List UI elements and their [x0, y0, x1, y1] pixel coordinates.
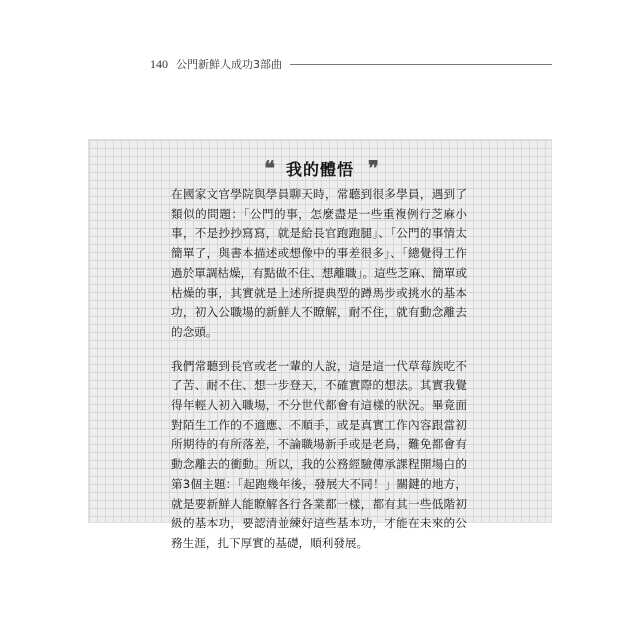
box-title: 我的體悟 — [285, 159, 354, 179]
running-title: 公門新鮮人成功3部曲 — [176, 58, 282, 71]
close-quote-icon: ❞ — [368, 156, 376, 180]
page-number: 140 — [150, 56, 168, 71]
paragraph: 在國家文官學院與學員聊天時，常聽到很多學員，遇到了類似的問題：「公門的事，怎麼盡是一些重複例行芝麻小事，不是抄抄寫寫，就是給長官跑跑腿」、「公門的事情太簡單了，與書本描述或想像中的事差很多」、「總覺得工作過於單調枯燥，有點做不住、想離職」。這些芝麻、簡單或枯燥的事，其實就是上述所提典型的蹲馬步或挑水的基本功，初入公職場的新鮮人不瞭解，耐不住，就有動念離去的念頭。 — [171, 187, 467, 339]
reflection-box — [88, 139, 552, 550]
running-header — [150, 54, 552, 74]
header-rule — [290, 64, 552, 65]
box-body — [171, 185, 467, 554]
paragraph: 我們常聽到長官或老一輩的人說，這是這一代草莓族吃不了苦、耐不住、想一步登天，不確實際的想法。其實我覺得年輕人初入職場，不分世代都會有這樣的狀況。畢竟面對陌生工作的不適應、不順手，或是真實工作內容跟當初所期待的有所落差，不論職場新手或是老鳥，難免都會有動念離去的衝動。所以，我的公務經驗傳承課程開場白的第3個主題：「起跑幾年後，發展大不同！」關鍵的地方，就是要新鮮人能瞭解各行各業都一樣，都有其一些低階初級的基本功，要認清並練好這些基本功，才能在未來的公務生涯，扎下厚實的基礎，順利發展。 — [171, 358, 467, 550]
open-quote-icon: ❝ — [264, 156, 272, 180]
box-title-row — [89, 157, 551, 179]
